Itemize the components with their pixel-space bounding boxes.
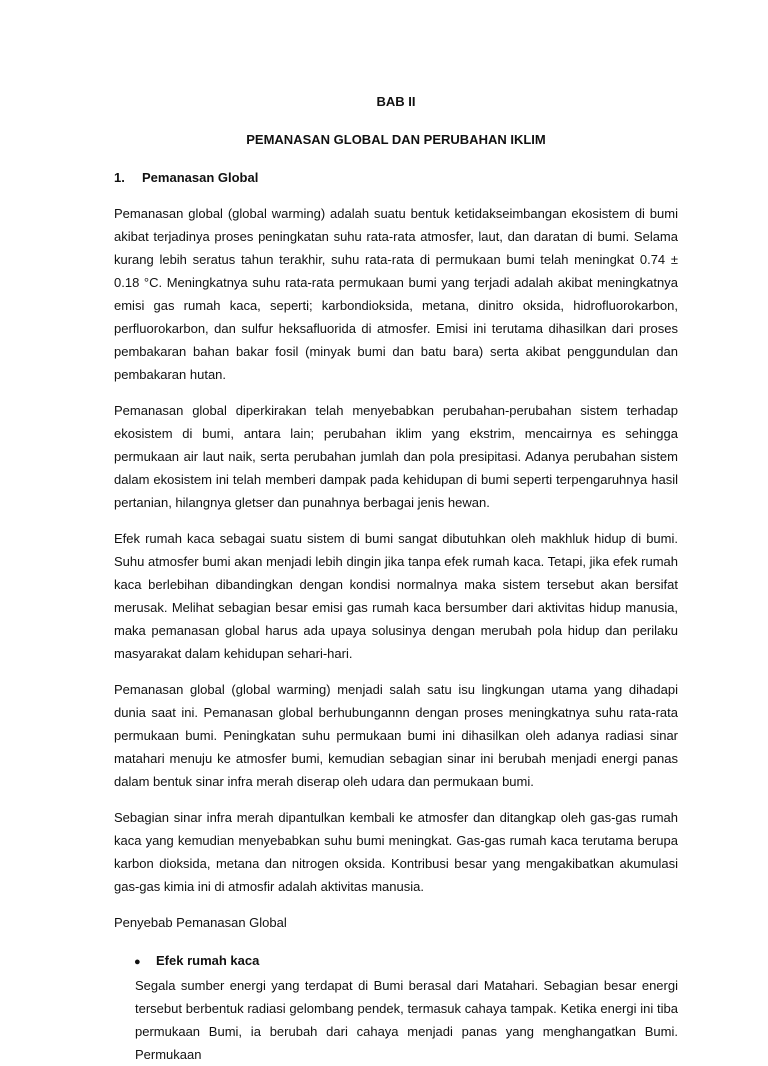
page-content [114, 90, 678, 1066]
paragraph-4: Pemanasan global (global warming) menjadi salah satu isu lingkungan utama yang dihadapi dunia saat ini. Pemanasan global berhubungannn dengan proses meningkatnya suhu rata-rata permukaan bumi. Peningkatan suhu permukaan bumi ini dihasilkan oleh adanya radiasi sinar matahari menuju ke atmosfer bumi, kemudian sebagian sinar ini berubah menjadi energi panas dalam bentuk sinar infra merah diserap oleh udara dan permukaan bumi. [114, 682, 678, 789]
paragraph-1: Pemanasan global (global warming) adalah suatu bentuk ketidakseimbangan ekosistem di bumi akibat terjadinya proses peningkatan suhu rata-rata atmosfer, laut, dan daratan di bumi. Selama kurang lebih seratus tahun terakhir, suhu rata-rata di permukaan bumi telah meningkat 0.74 ± 0.18 °C. Meningkatnya suhu rata-rata permukaan bumi yang terjadi adalah akibat meningkatnya emisi gas rumah kaca, seperti; karbondioksida, metana, dinitro oksida, hidrofluorokarbon, perfluorokarbon, dan sulfur heksafluorida di atmosfer. Emisi ini terutama dihasilkan dari proses pembakaran bahan bakar fosil (minyak bumi dan batu bara) serta akibat penggundulan dan pembakaran hutan. [114, 206, 678, 382]
chapter-label: BAB II [376, 94, 416, 109]
paragraph-5: Sebagian sinar infra merah dipantulkan kembali ke atmosfer dan ditangkap oleh gas-gas rumah kaca yang kemudian menyebabkan suhu bumi meningkat. Gas-gas rumah kaca terutama berupa karbon dioksida, metana dan nitrogen oksida. Kontribusi besar yang mengakibatkan akumulasi gas-gas kimia ini di atmosfir adalah aktivitas manusia. [114, 810, 678, 894]
bullet-label: Efek rumah kaca [156, 953, 260, 968]
bullet-icon: ● [134, 956, 141, 968]
bullet-item [134, 949, 678, 974]
chapter-title: PEMANASAN GLOBAL DAN PERUBAHAN IKLIM [246, 132, 546, 147]
paragraph-2: Pemanasan global diperkirakan telah menyebabkan perubahan-perubahan sistem terhadap ekosistem di bumi, antara lain; perubahan iklim yang ekstrim, mencairnya es sehingga permukaan air laut naik, serta perubahan jumlah dan pola presipitasi. Adanya perubahan sistem dalam ekosistem ini telah memberi dampak pada kehidupan di bumi seperti terpengaruhnya hasil pertanian, hilangnya gletser dan punahnya berbagai jenis hewan. [114, 403, 678, 510]
paragraph-3: Efek rumah kaca sebagai suatu sistem di bumi sangat dibutuhkan oleh makhluk hidup di bumi. Suhu atmosfer bumi akan menjadi lebih dingin jika tanpa efek rumah kaca. Tetapi, jika efek rumah kaca berlebihan dibandingkan dengan kondisi normalnya maka sistem tersebut akan bersifat merusak. Melihat sebagian besar emisi gas rumah kaca bersumber dari aktivitas hidup manusia, maka pemanasan global harus ada upaya solusinya dengan merubah pola hidup dan perilaku masyarakat dalam kehidupan sehari-hari. [114, 531, 678, 661]
section-number: 1. [114, 170, 125, 185]
section-heading [114, 166, 678, 189]
causes-heading: Penyebab Pemanasan Global [114, 915, 287, 930]
bullet-text: Segala sumber energi yang terdapat di Bumi berasal dari Matahari. Sebagian besar energi tersebut berbentuk radiasi gelombang pendek, termasuk cahaya tampak. Ketika energi ini tiba permukaan Bumi, ia berubah dari cahaya menjadi panas yang menghangatkan Bumi. Permukaan [135, 978, 678, 1062]
section-title: Pemanasan Global [142, 170, 259, 185]
